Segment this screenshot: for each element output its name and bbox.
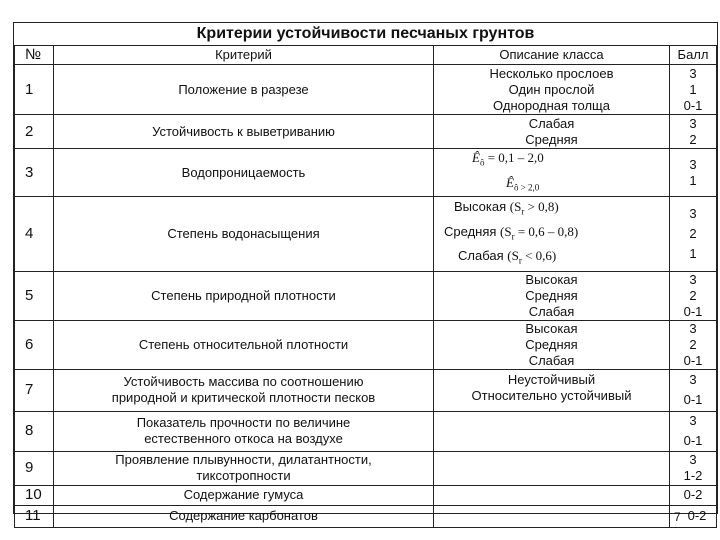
row-num: 2 <box>15 115 54 149</box>
row-criterion: Водопроницаемость <box>54 149 434 197</box>
row-criterion: Содержание гумуса <box>54 485 434 505</box>
row-criterion: Устойчивость к выветриванию <box>54 115 434 149</box>
row-num: 7 <box>15 369 54 411</box>
score-line: 0-1 <box>683 352 703 368</box>
criterion-line: Устойчивость массива по соотношению <box>123 374 364 390</box>
row-criterion <box>54 451 434 485</box>
row-score <box>670 197 717 272</box>
desc-line: Слабая <box>528 352 575 368</box>
score-line: 1-2 <box>683 468 703 484</box>
score-line: 1 <box>689 172 697 188</box>
saturation-high: Высокая $(S_r > 0,8)$ <box>454 199 559 217</box>
row-score <box>670 115 717 149</box>
row-score <box>670 369 717 411</box>
row-num: 8 <box>15 411 54 451</box>
score-line: 3 <box>689 452 697 468</box>
table-row <box>15 485 717 505</box>
desc-line: Высокая <box>525 320 578 336</box>
saturation-low: Слабая $(S_r < 0,6)$ <box>458 248 557 266</box>
desc-line: Слабая <box>528 115 575 131</box>
row-criterion: Степень природной плотности <box>54 271 434 320</box>
desc-line: Неустойчивый <box>507 371 596 387</box>
row-score <box>670 65 717 115</box>
header-description: Описание класса <box>434 46 670 65</box>
table-row <box>15 320 717 369</box>
criterion-line: Проявление плывунности, дилатантности, <box>115 452 372 468</box>
row-criterion: Содержание карбонатов <box>54 505 434 527</box>
desc-line: Средняя <box>525 131 578 147</box>
criteria-sheet <box>13 22 718 525</box>
desc-line: Однородная толща <box>493 97 610 113</box>
criterion-line: тиксотропности <box>196 468 291 484</box>
row-criterion <box>54 411 434 451</box>
desc-line: Средняя <box>525 336 578 352</box>
table-row <box>15 451 717 485</box>
row-num: 9 <box>15 451 54 485</box>
row-description <box>434 411 670 451</box>
score-line: 2 <box>689 225 697 241</box>
score-line: 0-2 <box>687 508 707 524</box>
saturation-medium: Средняя $(S_r = 0,6 - 0,8)$ <box>444 223 579 242</box>
row-criterion: Положение в разрезе <box>54 65 434 115</box>
table-row <box>15 505 717 527</box>
score-line: 1 <box>689 81 697 97</box>
desc-line: Относительно устойчивый <box>471 387 632 403</box>
criterion-line: естественного откоса на воздухе <box>144 431 343 447</box>
score-line: 2 <box>689 131 697 147</box>
row-criterion <box>54 369 434 411</box>
table-header-row <box>15 46 717 65</box>
row-num: 5 <box>15 271 54 320</box>
page-number: 7 <box>674 509 681 524</box>
row-description <box>434 149 670 197</box>
score-line: 0-1 <box>683 303 703 319</box>
header-score: Балл <box>670 46 717 65</box>
score-line: 0-1 <box>683 433 703 449</box>
row-num: 6 <box>15 320 54 369</box>
score-line: 1 <box>689 245 697 261</box>
row-num: 3 <box>15 149 54 197</box>
score-line: 3 <box>689 372 697 388</box>
table-row <box>15 197 717 272</box>
desc-line: Несколько прослоев <box>489 65 614 81</box>
row-score <box>670 411 717 451</box>
desc-line: Один прослой <box>508 81 595 97</box>
criteria-table <box>14 45 717 528</box>
score-line: 2 <box>689 287 697 303</box>
desc-line: Высокая <box>525 271 578 287</box>
row-description <box>434 65 670 115</box>
row-score <box>670 149 717 197</box>
row-criterion: Степень относительной плотности <box>54 320 434 369</box>
score-line: 3 <box>689 205 697 221</box>
row-description <box>434 369 670 411</box>
score-line: 0-1 <box>683 392 703 408</box>
criterion-line: природной и критической плотности песков <box>111 390 376 406</box>
row-description <box>434 505 670 527</box>
score-line: 3 <box>689 413 697 429</box>
row-score <box>670 485 717 505</box>
score-line: 3 <box>689 320 697 336</box>
row-description <box>434 451 670 485</box>
table-row <box>15 65 717 115</box>
header-criterion: Критерий <box>54 46 434 65</box>
score-line: 0-2 <box>683 487 703 503</box>
score-line: 0-1 <box>683 97 703 113</box>
row-score <box>670 271 717 320</box>
page-title: Критерии устойчивости песчаных грунтов <box>196 25 535 42</box>
row-num: 10 <box>15 485 54 505</box>
row-criterion: Степень водонасыщения <box>54 197 434 272</box>
table-row <box>15 411 717 451</box>
table-row <box>15 115 717 149</box>
permeability-formula-1: $Ê_ô = 0,1 - 2,0$ <box>472 149 544 168</box>
table-row <box>15 149 717 197</box>
row-description <box>434 115 670 149</box>
table-row <box>15 369 717 411</box>
row-num: 4 <box>15 197 54 272</box>
score-line: 3 <box>689 271 697 287</box>
score-line: 3 <box>689 156 697 172</box>
table-row <box>15 271 717 320</box>
row-num: 1 <box>15 65 54 115</box>
score-line: 3 <box>689 65 697 81</box>
row-description <box>434 271 670 320</box>
criterion-line: Показатель прочности по величине <box>136 415 351 431</box>
desc-line: Слабая <box>528 303 575 319</box>
permeability-formula-2: $Ê_{ô > 2,0}$ <box>506 174 540 193</box>
header-num: № <box>15 46 54 65</box>
row-description <box>434 320 670 369</box>
row-score <box>670 451 717 485</box>
row-description <box>434 485 670 505</box>
row-description <box>434 197 670 272</box>
row-score <box>670 320 717 369</box>
row-num: 11 <box>15 505 54 527</box>
desc-line: Средняя <box>525 287 578 303</box>
score-line: 2 <box>689 336 697 352</box>
score-line: 3 <box>689 115 697 131</box>
row-score <box>670 505 717 527</box>
